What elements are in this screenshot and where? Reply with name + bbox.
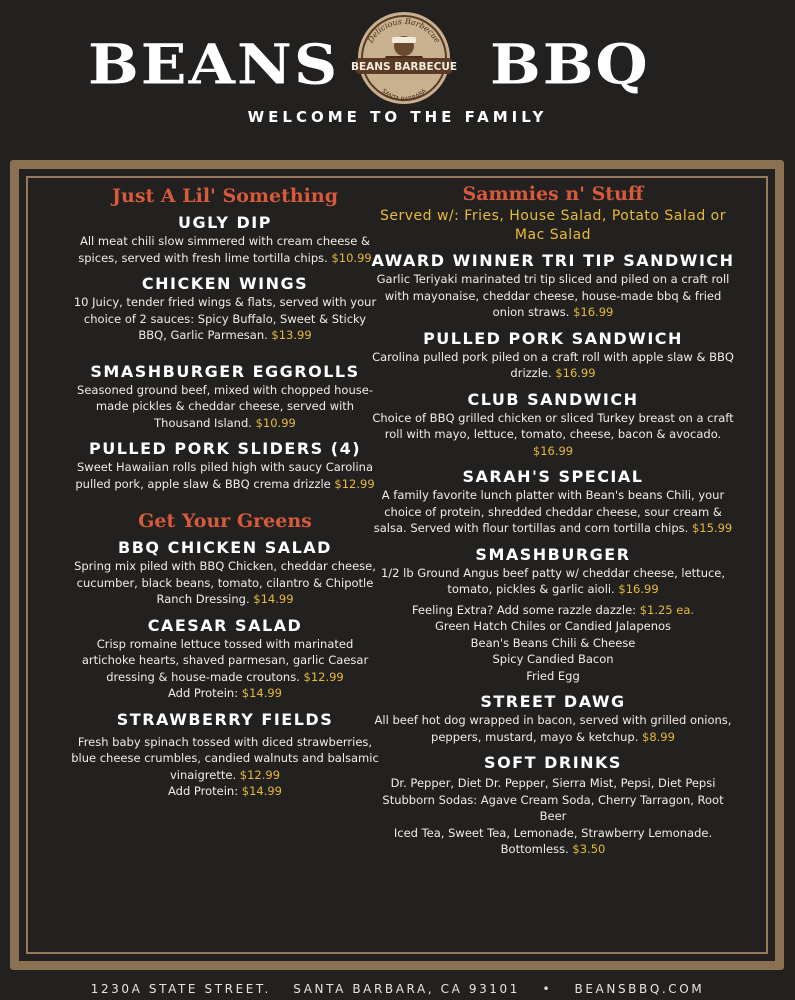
logo-arc-bottom-text: SANTA BARBARA	[380, 87, 428, 104]
logo-banner-text: BEANS BARBECUE	[350, 61, 458, 73]
menu-item	[70, 439, 380, 492]
item-name: CAESAR SALAD	[147, 615, 303, 635]
menu-item	[370, 467, 736, 537]
add-on-option: Green Hatch Chiles or Candied Jalapenos	[434, 619, 672, 633]
item-desc: All meat chili slow simmered with cream cheese & spices, served with fresh lime tortilla chips.	[78, 234, 370, 265]
item-price: $10.99	[255, 415, 296, 430]
item-desc: Choice of BBQ grilled chicken or sliced Turkey breast on a craft roll with mayo, lettuce, tomato, cheese, bacon & avocado.	[372, 410, 734, 441]
menu-item	[70, 362, 380, 432]
item-price: $12.99	[303, 669, 344, 684]
footer-city: SANTA BARBARA, CA 93101	[293, 982, 521, 996]
beans-barbecue-logo	[350, 8, 458, 108]
item-price: $16.99	[573, 305, 614, 319]
item-desc: Fresh baby spinach tossed with diced strawberries, blue cheese crumbles, candied walnuts and balsamic vinaigrette.	[71, 734, 379, 782]
item-name: UGLY DIP	[178, 213, 272, 232]
add-protein-price: $14.99	[241, 686, 282, 700]
add-protein-label: Add Protein:	[167, 784, 239, 798]
item-desc: Seasoned ground beef, mixed with chopped house-made pickles & cheddar cheese, served with Thousand Island.	[77, 382, 373, 430]
item-price: $16.99	[532, 443, 574, 458]
drinks-line: Iced Tea, Sweet Tea, Lemonade, Strawberry Lemonade. Bottomless.	[393, 825, 713, 856]
section-title-sammies: Sammies n' Stuff	[462, 183, 644, 205]
section-title-greens: Get Your Greens	[138, 510, 312, 532]
item-price: $12.99	[334, 476, 375, 491]
footer-address: 1230A STATE STREET.	[90, 982, 271, 996]
item-name: SOFT DRINKS	[484, 753, 622, 772]
menu-item	[370, 545, 736, 685]
menu-item	[70, 274, 380, 344]
menu-item	[70, 710, 380, 800]
item-desc: Sweet Hawaiian rolls piled high with saucy Carolina pulled pork, apple slaw & BBQ crema drizzle	[75, 460, 374, 491]
footer-separator: •	[542, 982, 553, 996]
menu-item	[370, 251, 736, 321]
menu-item	[370, 390, 736, 460]
add-on-option: Fried Egg	[526, 668, 580, 683]
brand-word-bbq: BBQ	[490, 32, 650, 98]
item-price: $3.50	[572, 842, 606, 856]
item-price: $8.99	[642, 729, 675, 744]
section-subtitle: Served w/: Fries, House Salad, Potato Salad or Mac Salad	[379, 208, 727, 243]
item-price: $15.99	[691, 521, 733, 535]
add-protein-label: Add Protein:	[167, 686, 239, 700]
item-name: PULLED PORK SANDWICH	[423, 328, 683, 348]
drinks-line: Stubborn Sodas: Agave Cream Soda, Cherry Tarragon, Root Beer	[382, 792, 724, 823]
add-on-price: $1.25 ea.	[639, 602, 695, 617]
footer-website[interactable]: BEANSBBQ.COM	[574, 982, 705, 996]
section-title-appetizers: Just A Lil' Something	[112, 185, 338, 207]
item-name: CHICKEN WINGS	[141, 274, 309, 293]
menu-item	[370, 329, 736, 382]
item-desc: All beef hot dog wrapped in bacon, served with grilled onions, peppers, mustard, mayo & ketchup.	[374, 713, 732, 744]
tagline: WELCOME TO THE FAMILY	[247, 108, 548, 126]
item-desc: Carolina pulled pork piled on a craft roll with apple slaw & BBQ drizzle.	[372, 349, 734, 380]
item-name: SMASHBURGER EGGROLLS	[90, 361, 360, 381]
item-price: $12.99	[239, 767, 281, 782]
item-desc: Crisp romaine lettuce tossed with marinated artichoke hearts, shaved parmesan, garlic Caesar dressing & house-made croutons.	[81, 636, 369, 684]
add-on-option: Bean's Beans Chili & Cheese	[470, 635, 636, 650]
left-column	[70, 185, 380, 808]
item-price: $13.99	[271, 328, 312, 342]
logo-arc-top-text: Delicious Barbecue	[365, 16, 443, 45]
item-price: $10.99	[331, 250, 372, 265]
item-name: SMASHBURGER	[475, 544, 631, 564]
item-desc: 1/2 lb Ground Angus beef patty w/ cheddar cheese, lettuce, tomato, pickles & garlic aioli.	[380, 565, 726, 596]
item-name: BBQ CHICKEN SALAD	[118, 538, 332, 557]
add-protein-price: $14.99	[241, 784, 282, 798]
item-desc: Spring mix piled with BBQ Chicken, cheddar cheese, cucumber, black beans, tomato, cilantro & Chipotle Ranch Dressing.	[74, 559, 376, 606]
item-name: STREET DAWG	[480, 692, 626, 711]
menu-item	[370, 753, 736, 858]
item-desc: 10 Juicy, tender fried wings & flats, served with your choice of 2 sauces: Spicy Buffalo, Sweet & Sticky BBQ, Garlic Parmesan.	[73, 295, 377, 342]
item-desc: A family favorite lunch platter with Bean's beans Chili, your choice of protein, shredded cheddar cheese, sour cream & salsa. Served with flour tortillas and corn tortilla chips.	[373, 488, 725, 535]
item-name: PULLED PORK SLIDERS (4)	[88, 439, 362, 458]
menu-item	[370, 692, 736, 745]
brand-word-beans: BEANS	[88, 32, 340, 98]
drinks-line: Dr. Pepper, Diet Dr. Pepper, Sierra Mist, Pepsi, Diet Pepsi	[390, 776, 716, 790]
item-desc: Garlic Teriyaki marinated tri tip sliced and piled on a craft roll with mayonaise, cheddar cheese, house-made bbq & fried onion straws.	[376, 272, 730, 319]
item-price: $16.99	[555, 366, 596, 380]
add-on-label: Feeling Extra? Add some razzle dazzle:	[411, 602, 637, 617]
add-on-option: Spicy Candied Bacon	[492, 652, 614, 666]
menu-item	[70, 616, 380, 702]
menu-item	[70, 538, 380, 608]
menu-item	[70, 213, 380, 266]
item-name: AWARD WINNER TRI TIP SANDWICH	[371, 251, 735, 270]
item-price: $16.99	[618, 582, 659, 596]
item-price: $14.99	[253, 592, 294, 606]
item-name: CLUB SANDWICH	[467, 389, 639, 409]
item-name: STRAWBERRY FIELDS	[116, 709, 334, 729]
item-name: SARAH'S SPECIAL	[462, 467, 644, 486]
right-column	[370, 183, 736, 866]
footer	[0, 982, 795, 996]
